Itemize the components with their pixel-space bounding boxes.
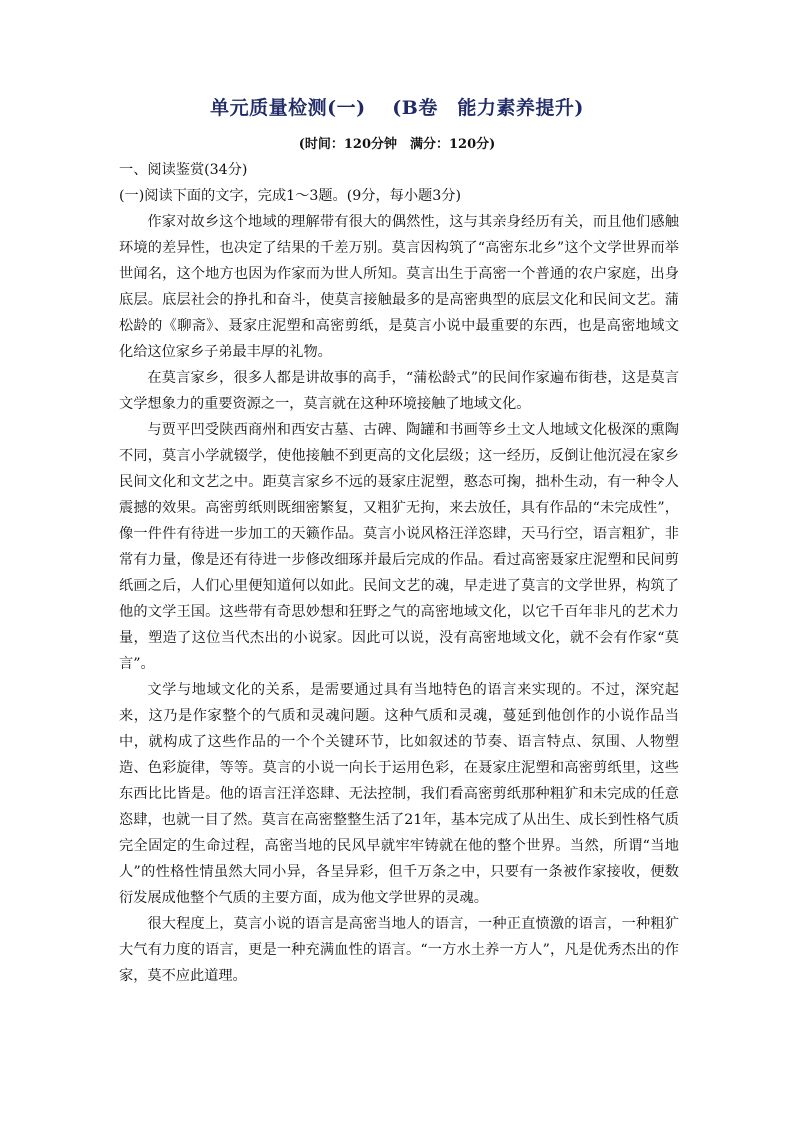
paragraph-1: 作家对故乡这个地域的理解带有很大的偶然性，这与其亲身经历有关，而且他们感触环境的差异性，也决定了结果的千差万别。莫言因构筑了“高密东北乡”这个文学世界而举世闻名，这个地方也因为作家而为世人所知。莫言出生于高密一个普通的农户家庭，出身底层。底层社会的挣扎和奋斗，使莫言接触最多的是高密典型的底层文化和民间文艺。蒲松龄的《聊斋》、聂家庄泥塑和高密剪纸，是莫言小说中最重要的东西，也是高密地域文化给这位家乡子弟最丰厚的礼物。 — [119, 214, 679, 360]
paragraph-3: 与贾平凹受陕西商州和西安古墓、古碑、陶罐和书画等乡土文人地域文化极深的熏陶不同，莫言小学就辍学，使他接触不到更高的文化层级；这一经历，反倒让他沉浸在家乡民间文化和文艺之中。距莫言家乡不远的聂家庄泥塑，憨态可掬，拙朴生动，有一种令人震撼的效果。高密剪纸则既细密繁复，又粗犷无拘，来去放任，具有作品的“未完成性”，像一件件有待进一步加工的天籁作品。莫言小说风格汪洋恣肆，天马行空，语言粗犷，非常有力量，像是还有待进一步修改细琢并最后完成的作品。看过高密聂家庄泥塑和民间剪纸画之后，人们心里便知道何以如此。民间文艺的魂，早走进了莫言的文学世界，构筑了他的文学王国。这些带有奇思妙想和狂野之气的高密地域文化，以它千百年非凡的艺术力量，塑造了这位当代杰出的小说家。因此可以说，没有高密地域文化，就不会有作家“莫言”。 — [119, 422, 679, 672]
paragraph-5: 很大程度上，莫言小说的语言是高密当地人的语言，一种正直愤激的语言，一种粗犷大气有力度的语言，更是一种充满血性的语言。“一方水土养一方人”，凡是优秀杰出的作家，莫不应此道理。 — [119, 916, 679, 984]
section-heading: 一、阅读鉴赏(34分) — [119, 162, 248, 178]
paragraph-2: 在莫言家乡，很多人都是讲故事的高手，“蒲松龄式”的民间作家遍布街巷，这是莫言文学想象力的重要资源之一，莫言就在这种环境接触了地域文化。 — [119, 370, 679, 412]
document-body — [119, 157, 679, 989]
paragraph-4: 文学与地域文化的关系，是需要通过具有当地特色的语言来实现的。不过，深究起来，这乃是作家整个的气质和灵魂问题。这种气质和灵魂，蔓延到他创作的小说作品当中，就构成了这些作品的一个个关键环节，比如叙述的节奏、语言特点、氛围、人物塑造、色彩旋律，等等。莫言的小说一向长于运用色彩，在聂家庄泥塑和高密剪纸里，这些东西比比皆是。他的语言汪洋恣肆、无法控制，我们看高密剪纸那种粗犷和未完成的任意恣肆，也就一目了然。莫言在高密整整生活了21年，基本完成了从出生、成长到性格气质完全固定的生命过程，高密当地的民风早就牢牢铸就在他的整个世界。当然，所谓“当地人”的性格性情虽然大同小异，各呈异彩，但千万条之中，只要有一条被作家接收，便数衍发展成他整个气质的主要方面，成为他文学世界的灵魂。 — [119, 682, 679, 906]
document-title: 单元质量检测(一) (B卷 能力素养提升) — [210, 97, 584, 119]
question-instruction: (一)阅读下面的文字，完成1～3题。(9分，每小题3分) — [119, 188, 461, 204]
document-subtitle: (时间：120分钟 满分：120分) — [298, 137, 496, 152]
